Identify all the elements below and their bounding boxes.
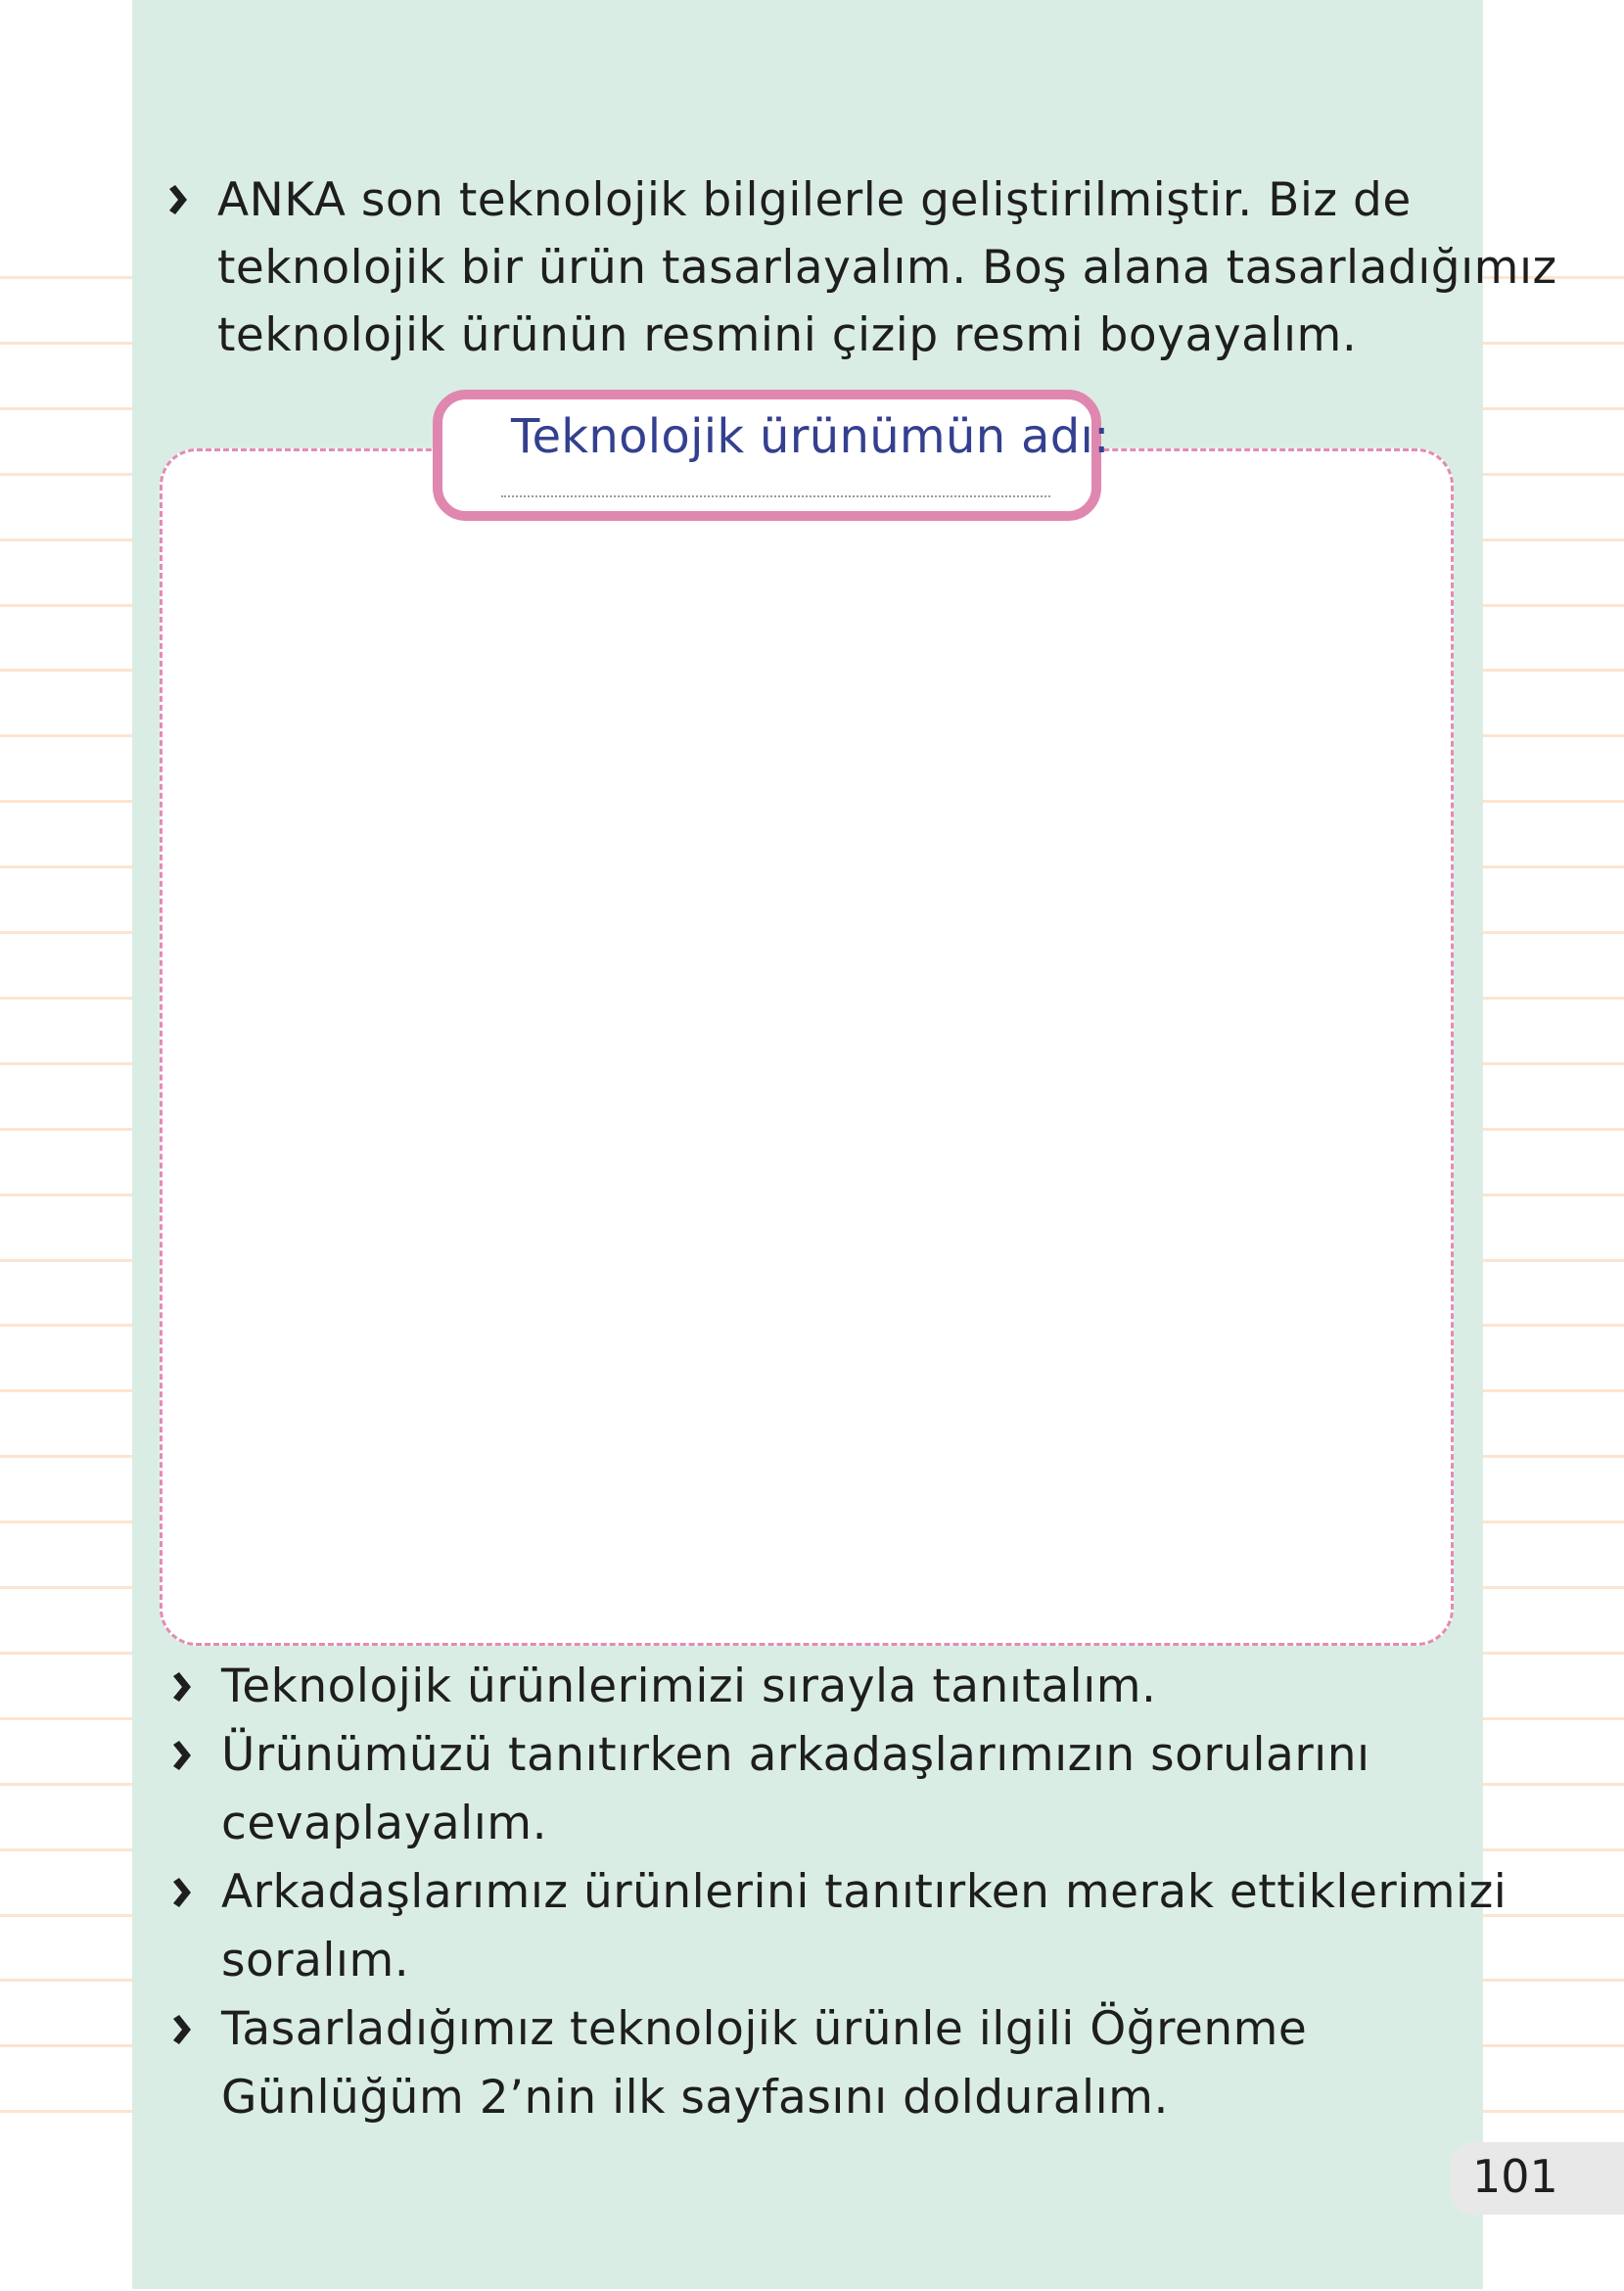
bottom-instructions (221, 1653, 1507, 2132)
page-number-tab (1451, 2142, 1624, 2215)
product-name-box (433, 390, 1110, 521)
instruction-text: ANKA son teknolojik bilgilerle geliştirilmiştir. Biz de (217, 173, 1412, 227)
instruction-line (221, 1858, 1507, 1927)
instruction-text: teknolojik ürünün resmini çizip resmi boyayalım. (217, 308, 1358, 362)
instruction-text: Ürünümüzü tanıtırken arkadaşlarımızın sorularını (221, 1728, 1370, 1782)
top-instruction (217, 166, 1557, 369)
chevron-right-icon (170, 1878, 192, 1907)
instruction-text: cevaplayalım. (221, 1797, 548, 1850)
instruction-line (221, 1995, 1507, 2064)
instruction-line (221, 1653, 1507, 1721)
instruction-line (217, 234, 1557, 302)
page-number: 101 (1472, 2150, 1558, 2203)
instruction-line (221, 1721, 1507, 1790)
chevron-right-icon (170, 2015, 192, 2044)
instruction-line (221, 1790, 1507, 1858)
product-name-answer-line[interactable] (501, 495, 1050, 497)
instruction-line (217, 166, 1557, 234)
chevron-right-icon (170, 1672, 192, 1702)
chevron-right-icon (166, 185, 188, 214)
instruction-line (221, 1927, 1507, 1995)
instruction-text: Teknolojik ürünlerimizi sırayla tanıtalım. (221, 1660, 1157, 1713)
instruction-text: teknolojik bir ürün tasarlayalım. Boş alana tasarladığımız (217, 241, 1557, 295)
instruction-line (217, 302, 1557, 369)
drawing-area[interactable] (160, 448, 1454, 1646)
product-name-label: Teknolojik ürünümün adı: (511, 409, 1110, 464)
instruction-text: Arkadaşlarımız ürünlerini tanıtırken merak ettiklerimizi (221, 1865, 1508, 1919)
instruction-text: soralım. (221, 1934, 410, 1987)
instruction-text: Günlüğüm 2’nin ilk sayfasını dolduralım. (221, 2071, 1169, 2125)
chevron-right-icon (170, 1741, 192, 1770)
instruction-text: Tasarladığımız teknolojik ürünle ilgili Öğrenme (221, 2002, 1308, 2056)
instruction-line (221, 2064, 1507, 2132)
